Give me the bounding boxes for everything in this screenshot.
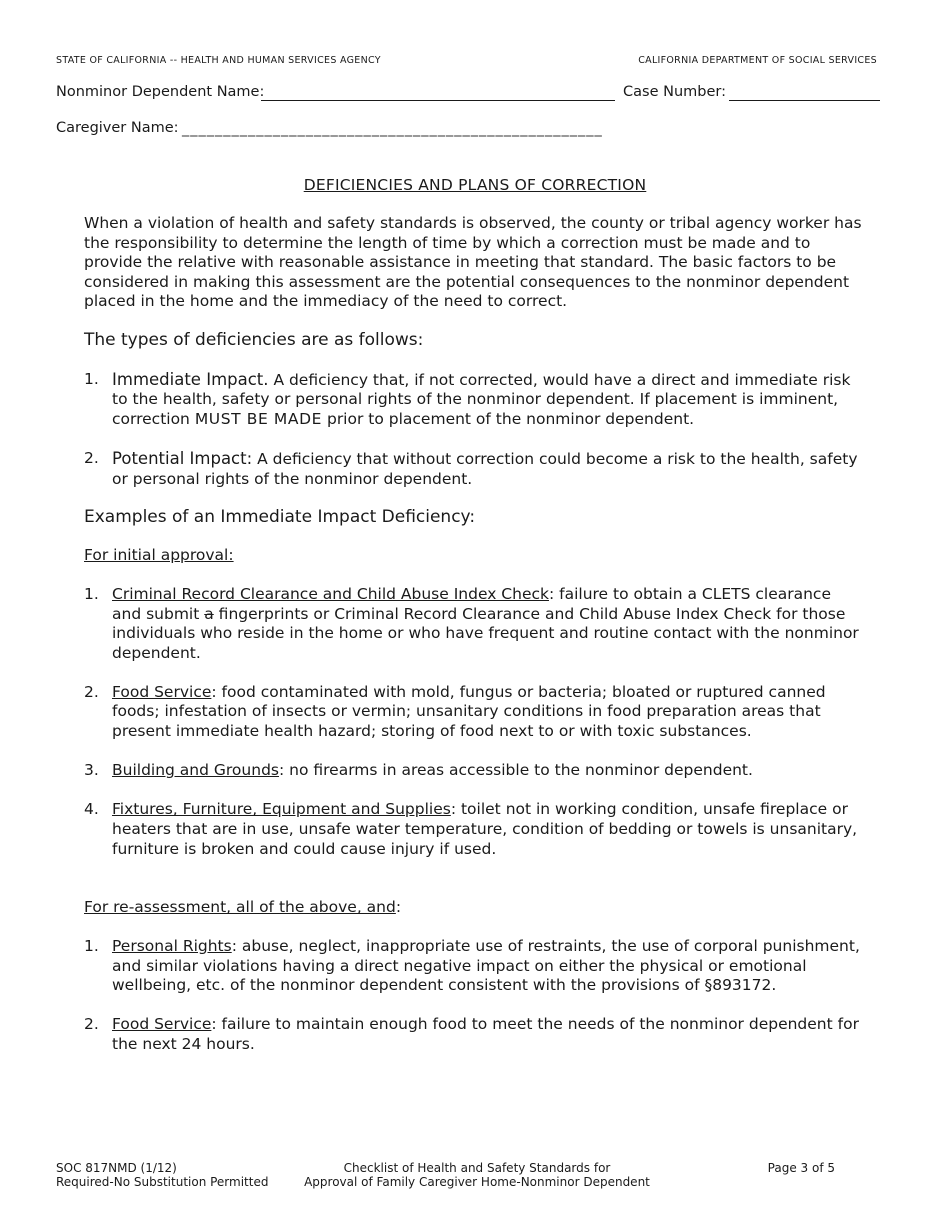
deficiency-types-list [84, 370, 864, 490]
item-title: Food Service [112, 1015, 212, 1034]
reassessment-list [84, 937, 864, 1055]
list-item: 1. Personal Rights: abuse, neglect, inappropriate use of restraints, the use of corporal punishment, and similar violations having a direct negative impact on either the physical or emotional wellbeing, etc. of the nonminor dependent consistent with the provisions of §893172. [84, 937, 860, 995]
list-item: 1. Immediate Impact. A deficiency that, if not corrected, would have a direct and immediate risk to the health, safety or personal rights of the nonminor dependent. If placement is imminent, correction MUST BE MADE prior to placement of the nonminor dependent. [84, 369, 851, 428]
spacer [84, 879, 864, 899]
list-item: 2. Food Service: failure to maintain enough food to meet the needs of the nonminor dependent for the next 24 hours. [84, 1015, 859, 1053]
item-title: Potential Impact: [112, 448, 253, 468]
item-title: Fixtures, Furniture, Equipment and Supplies [112, 800, 451, 819]
caregiver-name-label: Caregiver Name: [56, 120, 179, 136]
caregiver-name-field[interactable]: ___________________________________________________ [182, 121, 603, 137]
case-number-field[interactable] [729, 100, 880, 101]
item-title: Building and Grounds [112, 761, 279, 780]
form-id: SOC 817NMD (1/12) Required-No Substitution Permitted [56, 1161, 269, 1189]
department-header: CALIFORNIA DEPARTMENT OF SOCIAL SERVICES [638, 55, 877, 66]
examples-heading: Examples of an Immediate Impact Deficiency: [84, 506, 476, 527]
reassessment-heading: For re-assessment, all of the above, and: [84, 898, 402, 917]
case-number-label: Case Number: [623, 84, 726, 100]
agency-header: STATE OF CALIFORNIA -- HEALTH AND HUMAN SERVICES AGENCY [56, 55, 381, 66]
initial-approval-list [84, 585, 864, 859]
item-title: Food Service [112, 682, 212, 701]
item-title: Criminal Record Clearance and Child Abuse Index Check [112, 584, 549, 603]
nonminor-name-label: Nonminor Dependent Name: [56, 84, 265, 100]
intro-paragraph: When a violation of health and safety standards is observed, the county or tribal agency worker has the responsibility to determine the length of time by which a correction must be made and to provide the relative with reasonable assistance in meeting that standard. The basic factors to be considered in making this assessment are the potential consequences to the nonminor dependent placed in the home and the immediacy of the need to correct. [84, 214, 862, 311]
document-body [84, 214, 864, 1074]
struck-text: a [204, 604, 214, 623]
nonminor-name-field[interactable] [261, 100, 615, 101]
list-item: 2. Potential Impact: A deficiency that without correction could become a risk to the health, safety or personal rights of the nonminor dependent. [84, 448, 858, 488]
item-title: Personal Rights [112, 937, 232, 955]
list-item: 2. Food Service: food contaminated with mold, fungus or bacteria; bloated or ruptured canned foods; infestation of insects or vermin; unsanitary conditions in food preparation areas that present immediate health hazard; storing of food next to or with toxic substances. [84, 682, 826, 741]
types-heading: The types of deficiencies are as follows: [84, 329, 424, 350]
list-item: 1. Criminal Record Clearance and Child Abuse Index Check: failure to obtain a CLETS clearance and submit a fingerprints or Criminal Record Clearance and Child Abuse Index Check for those individuals who reside in the home or who have frequent and routine contact with the nonminor dependent. [84, 584, 859, 662]
page-number: Page 3 of 5 [767, 1161, 835, 1175]
emphasis-text: MUST BE MADE [194, 409, 323, 428]
list-item: 4. Fixtures, Furniture, Equipment and Supplies: toilet not in working condition, unsafe fireplace or heaters that are in use, unsafe water temperature, condition of bedding or towels is unsanitary, furniture is broken and could cause injury if used. [84, 800, 858, 858]
list-item: 3. Building and Grounds: no firearms in areas accessible to the nonminor dependent. [84, 761, 753, 780]
item-title: Immediate Impact. [112, 369, 269, 389]
page-title: DEFICIENCIES AND PLANS OF CORRECTION [303, 176, 647, 194]
form-title-footer: Checklist of Health and Safety Standards for Approval of Family Caregiver Home-Nonminor Dependent [304, 1161, 650, 1189]
initial-approval-heading: For initial approval: [84, 546, 234, 565]
